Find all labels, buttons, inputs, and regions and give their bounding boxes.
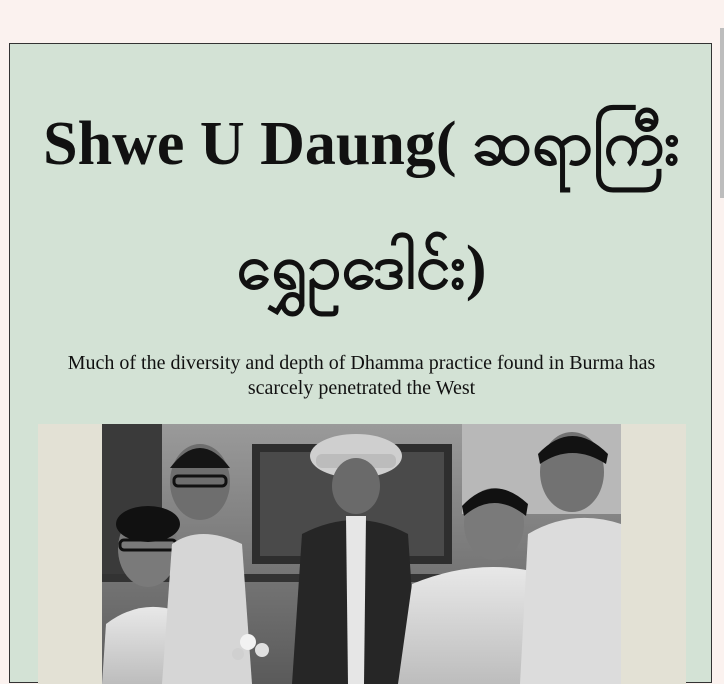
article-frame <box>9 43 712 683</box>
group-photograph <box>102 424 621 684</box>
title-line-2: ရွှေဥဒေါင်း) <box>236 234 487 302</box>
page-title <box>10 106 713 306</box>
page-scrollbar[interactable] <box>720 28 724 198</box>
article-subtitle: Much of the diversity and depth of Dhamma practice found in Burma has scarcely penetrated the West <box>67 352 656 399</box>
photo-container <box>38 424 686 684</box>
title-line-1: Shwe U Daung( ဆရာကြီး <box>43 110 680 178</box>
